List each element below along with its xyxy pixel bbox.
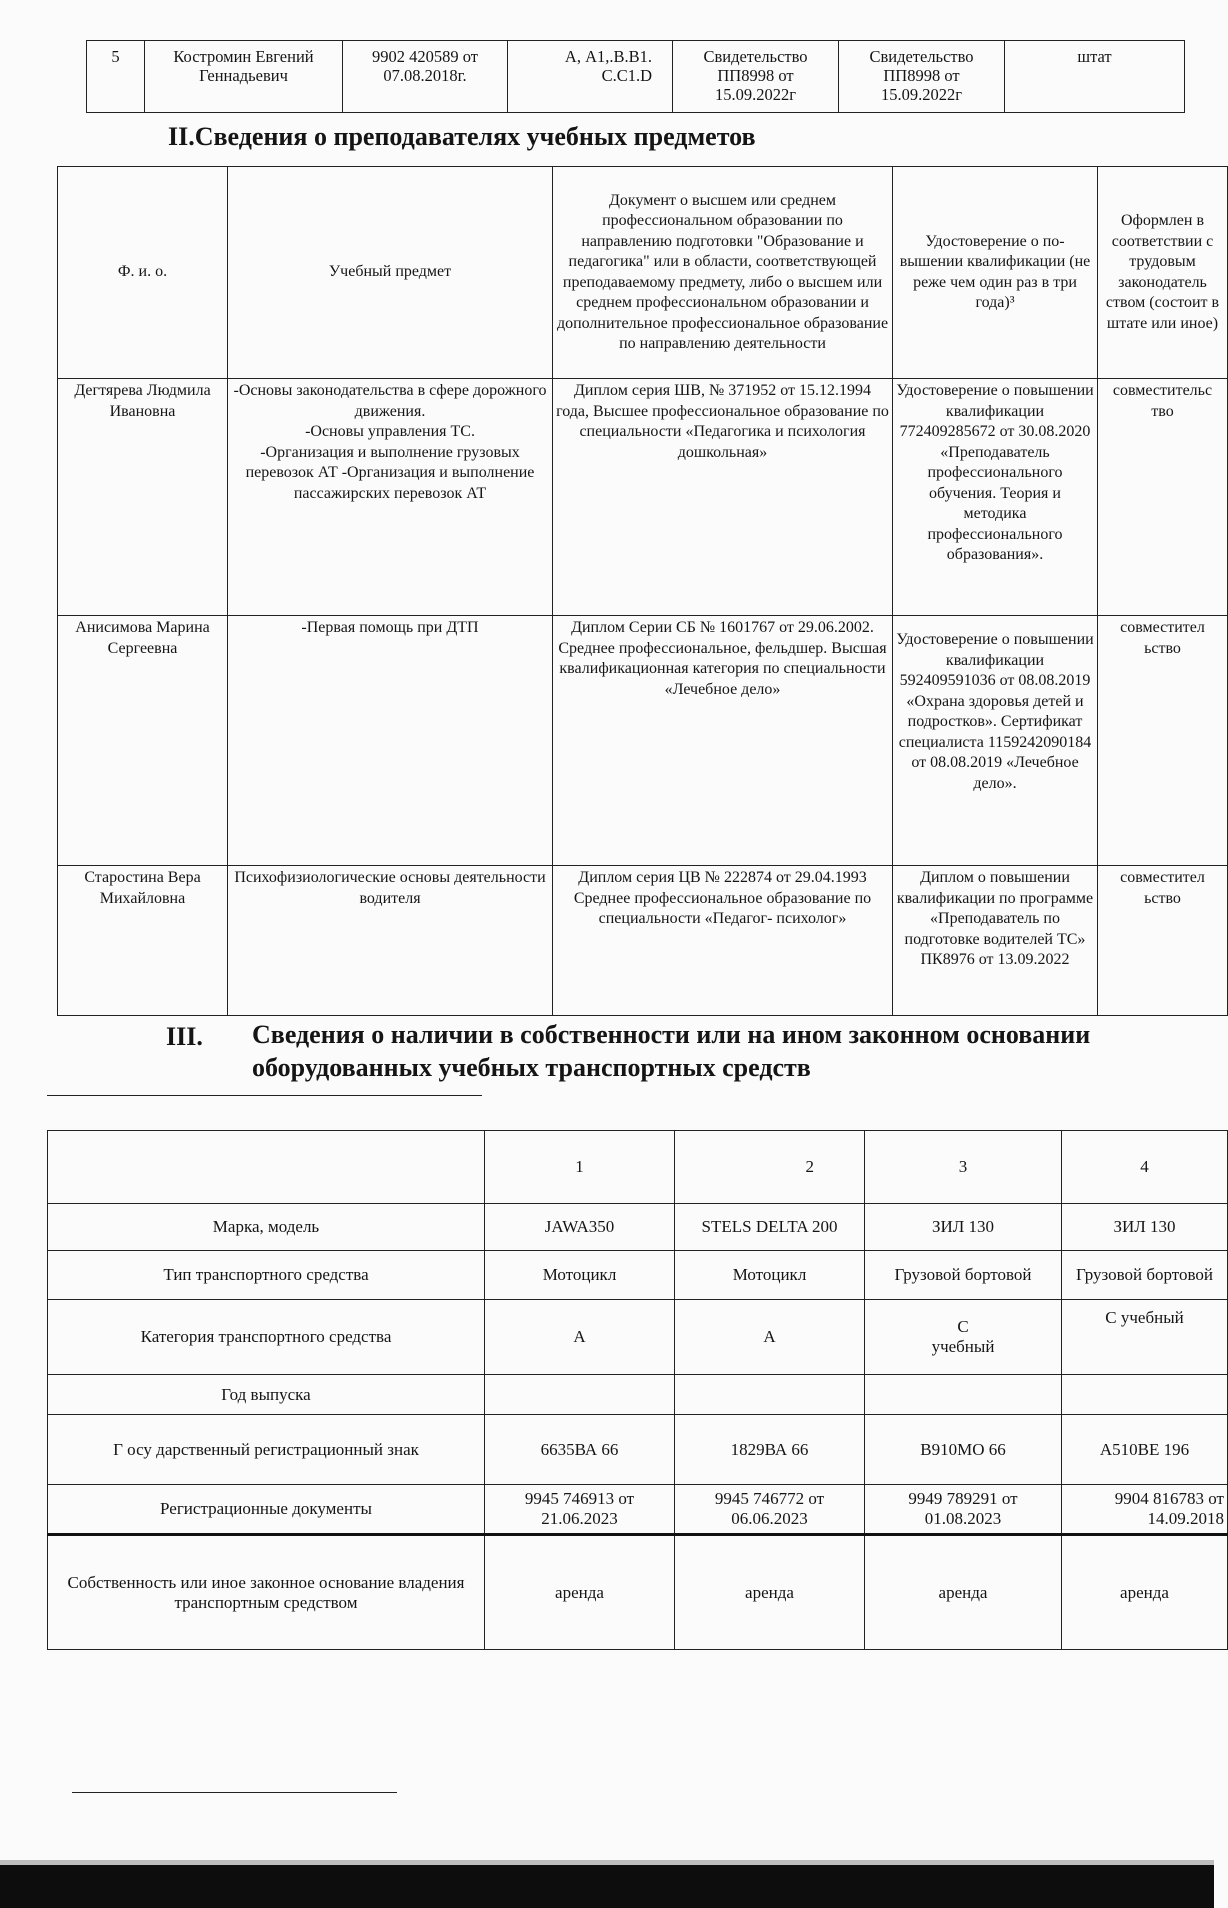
teacher-name: Дегтярева Людмила Ивановна <box>58 379 228 616</box>
vehicle-cell: Мотоцикл <box>485 1251 675 1300</box>
table-row <box>58 379 1228 616</box>
vehicles-table <box>47 1130 1228 1650</box>
header-status: Оформлен в соответствии с трудовым законодатель ством (состоит в штате или иное) <box>1098 167 1228 379</box>
driver-license: 9902 420589 от 07.08.2018г. <box>343 41 508 113</box>
footnote-divider <box>72 1792 397 1793</box>
section-3-number: III. <box>166 1022 203 1051</box>
vehicle-cell: А <box>485 1300 675 1375</box>
section-3-title-line-1: Сведения о наличии в собственности или на ином законном основании <box>252 1020 1091 1049</box>
teacher-subject: Психофизиологические основы деятельности водителя <box>228 866 553 1016</box>
vehicle-cell: 9945 746913 от 21.06.2023 <box>485 1485 675 1535</box>
vehicle-cell: В910МО 66 <box>865 1415 1062 1485</box>
vehicle-cell: А <box>675 1300 865 1375</box>
table-row <box>58 866 1228 1016</box>
vehicle-cell: JAWA350 <box>485 1204 675 1251</box>
table-row <box>48 1300 1228 1375</box>
vehicle-cell: С учебный <box>865 1300 1062 1375</box>
table-header-row <box>48 1131 1228 1204</box>
table-row <box>48 1204 1228 1251</box>
row-number: 5 <box>87 41 145 113</box>
row-label: Г осу дарственный регистрационный знак <box>48 1415 485 1485</box>
divider <box>47 1095 482 1096</box>
table-row <box>48 1415 1228 1485</box>
section-3-title <box>252 1018 1090 1084</box>
vehicle-cell: Грузовой бортовой <box>865 1251 1062 1300</box>
vehicle-cell: аренда <box>485 1535 675 1650</box>
table-row <box>48 1375 1228 1415</box>
header-empty <box>48 1131 485 1204</box>
teacher-document: Диплом серия ЦВ № 222874 от 29.04.1993 Среднее профессиональное образование по специальности «Педагог- психолог» <box>553 866 893 1016</box>
vehicle-cell: А510ВЕ 196 <box>1062 1415 1228 1485</box>
certificate-2: Свидетельство ПП8998 от 15.09.2022г <box>839 41 1005 113</box>
vehicle-cell: 9949 789291 от 01.08.2023 <box>865 1485 1062 1535</box>
vehicle-cell: С учебный <box>1062 1300 1228 1375</box>
section-2-title: II.Сведения о преподавателях учебных предметов <box>168 122 756 151</box>
column-number: 2 <box>675 1131 865 1204</box>
header-name: Ф. и. о. <box>58 167 228 379</box>
teacher-status: совместительс тво <box>1098 379 1228 616</box>
header-document: Документ о высшем или среднем профессиональном образовании по направлению подготовки "Образование и педагогика" или в области, соответствующей преподаваемому предмету, либо о высшем или среднем профессиональном образовании и дополнительное профессиональное образование по направлению деятельности <box>553 167 893 379</box>
teacher-subject: -Основы законодательства в сфере дорожного движения. -Основы управления ТС. -Организация и выполнение грузовых перевозок АТ -Организация и выполнение пассажирских перевозок АТ <box>228 379 553 616</box>
employment-status: штат <box>1005 41 1185 113</box>
vehicle-cell: ЗИЛ 130 <box>865 1204 1062 1251</box>
teacher-status: совместител ьство <box>1098 616 1228 866</box>
teacher-document: Диплом Серии СБ № 1601767 от 29.06.2002. Среднее профессиональное, фельдшер. Высшая квалификационная категория по специальности «Лечебное дело» <box>553 616 893 866</box>
table-row <box>87 41 1185 113</box>
column-number: 4 <box>1062 1131 1228 1204</box>
teacher-qualification: Удостоверение о повышении квалификации 592409591036 от 08.08.2019 «Охрана здоровья детей и подростков». Сертификат специалиста 1159242090184 от 08.08.2019 «Лечебное дело». <box>893 616 1098 866</box>
table-header-row <box>58 167 1228 379</box>
vehicle-cell <box>1062 1375 1228 1415</box>
vehicle-cell: 9945 746772 от 06.06.2023 <box>675 1485 865 1535</box>
vehicle-cell: 1829ВА 66 <box>675 1415 865 1485</box>
vehicle-cell: 9904 816783 от 14.09.2018 <box>1062 1485 1228 1535</box>
vehicle-cell: аренда <box>865 1535 1062 1650</box>
teacher-qualification: Удостоверение о повышении квалификации 772409285672 от 30.08.2020 «Преподаватель профессионального обучения. Теория и методика профессионального образования». <box>893 379 1098 616</box>
row-label: Марка, модель <box>48 1204 485 1251</box>
teacher-subject: -Первая помощь при ДТП <box>228 616 553 866</box>
scan-border <box>0 1865 1214 1908</box>
section-3-title-line-2: оборудованных учебных транспортных средств <box>252 1053 811 1082</box>
certificate-1: Свидетельство ПП8998 от 15.09.2022г <box>673 41 839 113</box>
header-subject: Учебный предмет <box>228 167 553 379</box>
teacher-status: совместител ьство <box>1098 866 1228 1016</box>
table-row <box>58 616 1228 866</box>
teachers-table <box>57 166 1228 1016</box>
teacher-name: Старостина Вера Михайловна <box>58 866 228 1016</box>
vehicle-cell: STELS DELTA 200 <box>675 1204 865 1251</box>
table-row <box>48 1251 1228 1300</box>
teacher-document: Диплом серия ШВ, № 371952 от 15.12.1994 года, Высшее профессиональное образование по специальности «Педагогика и психология дошкольная» <box>553 379 893 616</box>
vehicle-cell <box>865 1375 1062 1415</box>
vehicle-cell <box>675 1375 865 1415</box>
row-label: Категория транспортного средства <box>48 1300 485 1375</box>
column-number: 3 <box>865 1131 1062 1204</box>
vehicle-cell <box>485 1375 675 1415</box>
license-categories: А, А1,.В.В1. С.С1.D <box>508 41 673 113</box>
vehicle-cell: аренда <box>1062 1535 1228 1650</box>
vehicle-cell: ЗИЛ 130 <box>1062 1204 1228 1251</box>
row-label: Тип транспортного средства <box>48 1251 485 1300</box>
instructors-table-continuation <box>86 40 1185 113</box>
row-label: Год выпуска <box>48 1375 485 1415</box>
column-number: 1 <box>485 1131 675 1204</box>
row-label: Собственность или иное законное основание владения транспортным средством <box>48 1535 485 1650</box>
table-row <box>48 1485 1228 1535</box>
vehicle-cell: аренда <box>675 1535 865 1650</box>
table-row <box>48 1535 1228 1650</box>
vehicle-cell: 6635ВА 66 <box>485 1415 675 1485</box>
vehicle-cell: Мотоцикл <box>675 1251 865 1300</box>
row-label: Регистрационные документы <box>48 1485 485 1535</box>
teacher-name: Анисимова Марина Сергеевна <box>58 616 228 866</box>
header-qualification: Удостоверение о по- вышении квалификации (не реже чем один раз в три года)³ <box>893 167 1098 379</box>
instructor-name: Костромин Евгений Геннадьевич <box>145 41 343 113</box>
vehicle-cell: Грузовой бортовой <box>1062 1251 1228 1300</box>
teacher-qualification: Диплом о повышении квалификации по программе «Преподаватель по подготовке водителей ТС» ПК8976 от 13.09.2022 <box>893 866 1098 1016</box>
